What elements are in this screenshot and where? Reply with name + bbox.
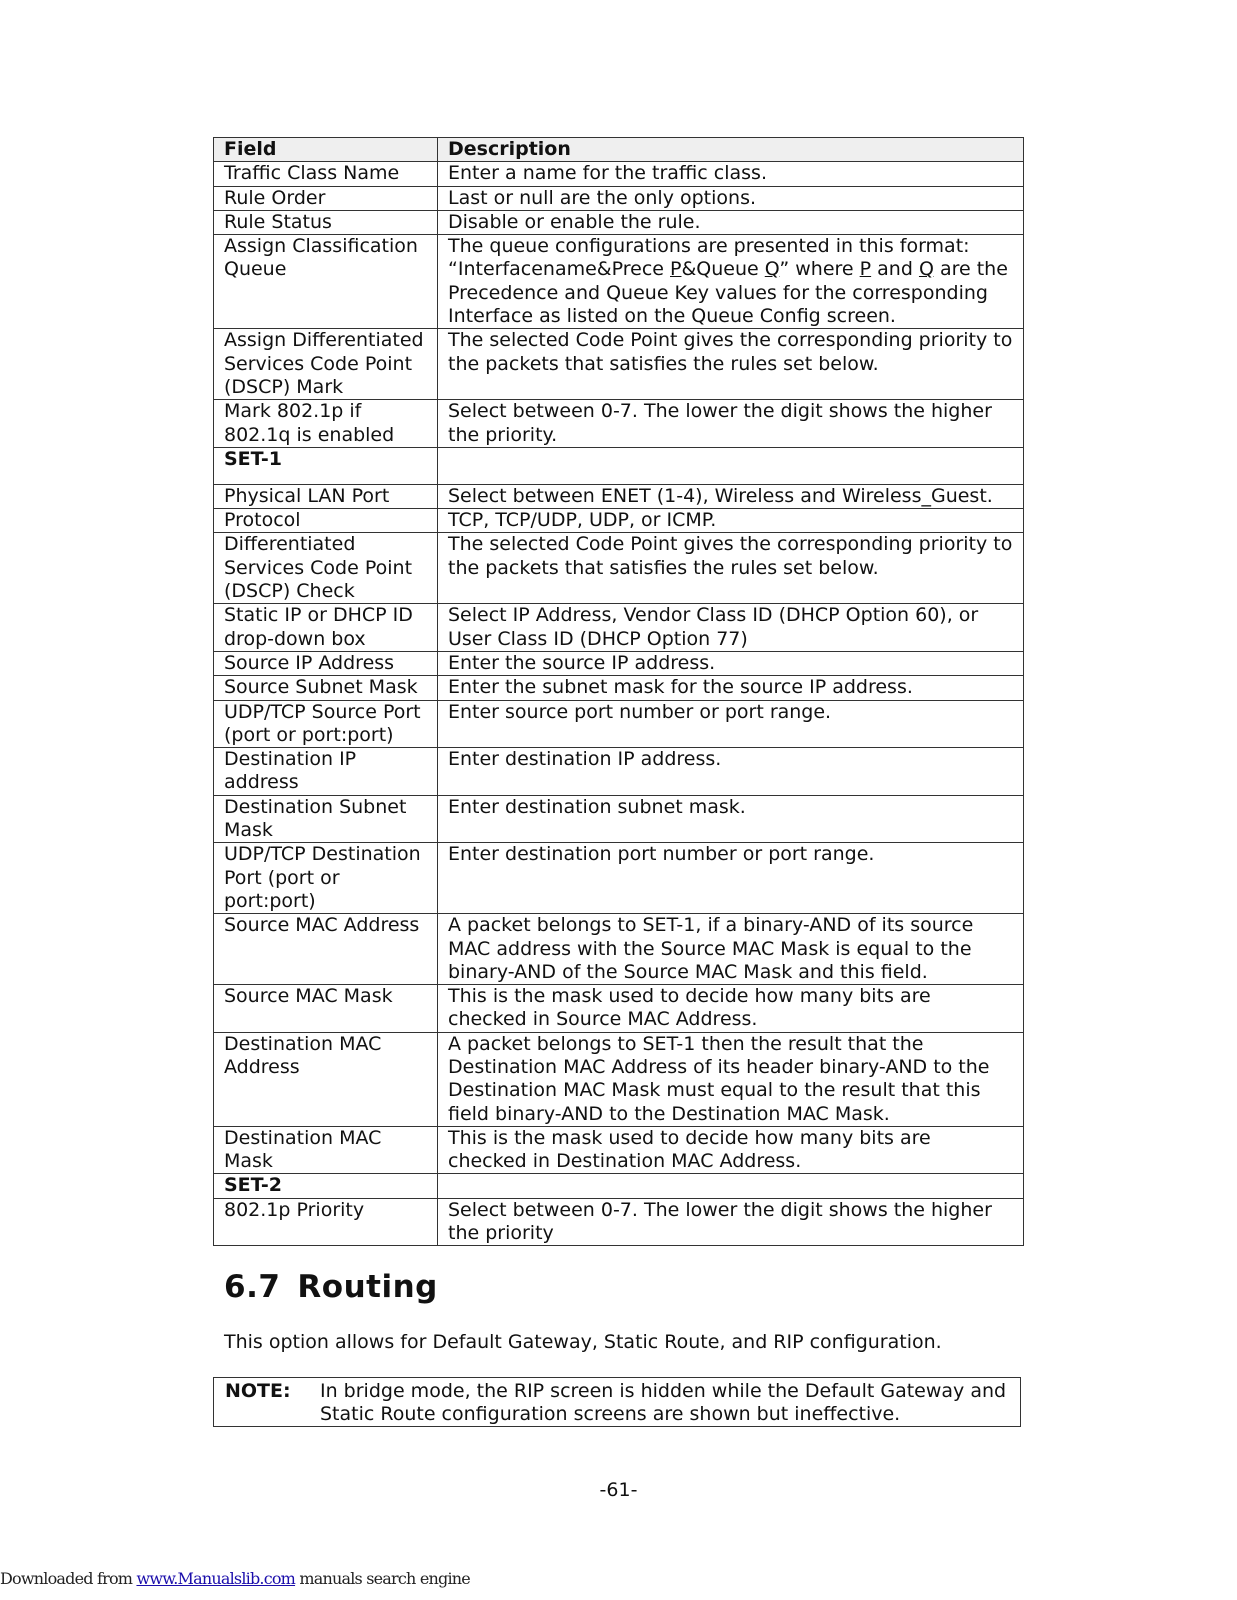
table-row bbox=[214, 509, 1024, 533]
table-row bbox=[214, 186, 1024, 210]
set-label: SET-1 bbox=[214, 447, 438, 484]
field-cell: Assign Classification Queue bbox=[214, 235, 438, 329]
field-cell: Rule Order bbox=[214, 186, 438, 210]
table-row bbox=[214, 1032, 1024, 1126]
desc-text: “Interfacename&Prece bbox=[448, 258, 670, 281]
table-row bbox=[214, 1126, 1024, 1174]
table-row bbox=[214, 400, 1024, 448]
description-cell: A packet belongs to SET-1 then the result that the Destination MAC Address of its header binary-AND to the Destination MAC Mask must equal to the result that this field binary-AND to the Destination MAC Mask. bbox=[438, 1032, 1024, 1126]
desc-text: Precedence and Queue Key values for the corresponding Interface as listed on the Queue Config screen. bbox=[448, 281, 988, 328]
table-row bbox=[214, 235, 1024, 329]
field-cell: UDP/TCP Source Port (port or port:port) bbox=[214, 700, 438, 748]
table-row bbox=[214, 748, 1024, 796]
table-row bbox=[214, 162, 1024, 186]
field-cell: Differentiated Services Code Point (DSCP) Check bbox=[214, 533, 438, 604]
note-box bbox=[213, 1377, 1021, 1427]
table-row bbox=[214, 210, 1024, 234]
field-cell: Assign Differentiated Services Code Point (DSCP) Mark bbox=[214, 329, 438, 400]
note-label: NOTE: bbox=[225, 1380, 291, 1402]
download-footer bbox=[0, 1569, 470, 1589]
description-cell bbox=[438, 235, 1024, 329]
field-cell: Source Subnet Mask bbox=[214, 676, 438, 700]
description-cell: Select between 0-7. The lower the digit shows the higher the priority bbox=[438, 1198, 1024, 1246]
empty-cell bbox=[438, 1174, 1024, 1198]
desc-text: are the bbox=[933, 258, 1008, 281]
table-row bbox=[214, 700, 1024, 748]
description-cell: This is the mask used to decide how many bits are checked in Source MAC Address. bbox=[438, 985, 1024, 1033]
underlined-p: P bbox=[859, 258, 872, 281]
underlined-q: Q bbox=[764, 258, 780, 281]
field-column-header: Field bbox=[214, 138, 438, 162]
field-cell: Source IP Address bbox=[214, 651, 438, 675]
table-row bbox=[214, 985, 1024, 1033]
description-cell: Enter a name for the traffic class. bbox=[438, 162, 1024, 186]
description-cell: A packet belongs to SET-1, if a binary-AND of its source MAC address with the Source MAC Mask is equal to the binary-AND of the Source MAC Mask and this field. bbox=[438, 914, 1024, 985]
footer-prefix: Downloaded from bbox=[0, 1569, 137, 1588]
table-row bbox=[214, 676, 1024, 700]
field-cell: Traffic Class Name bbox=[214, 162, 438, 186]
table-row bbox=[214, 484, 1024, 508]
description-cell: The selected Code Point gives the corresponding priority to the packets that satisfies the rules set below. bbox=[438, 329, 1024, 400]
table-row bbox=[214, 843, 1024, 914]
field-cell: Destination MAC Address bbox=[214, 1032, 438, 1126]
field-cell: Destination MAC Mask bbox=[214, 1126, 438, 1174]
empty-cell bbox=[438, 447, 1024, 484]
manualslib-link[interactable]: www.Manualslib.com bbox=[136, 1569, 296, 1588]
desc-line-1: The queue configurations are presented in this format: bbox=[448, 235, 970, 258]
description-cell: Select between ENET (1-4), Wireless and Wireless_Guest. bbox=[438, 484, 1024, 508]
description-cell: Enter destination port number or port range. bbox=[438, 843, 1024, 914]
description-cell: The selected Code Point gives the corresponding priority to the packets that satisfies the rules set below. bbox=[438, 533, 1024, 604]
footer-suffix: manuals search engine bbox=[295, 1569, 470, 1588]
field-cell: Protocol bbox=[214, 509, 438, 533]
set-1-row bbox=[214, 447, 1024, 484]
underlined-p: P bbox=[670, 258, 682, 281]
desc-text: and bbox=[871, 258, 919, 281]
table-row bbox=[214, 914, 1024, 985]
description-cell: Enter the source IP address. bbox=[438, 651, 1024, 675]
table-row bbox=[214, 604, 1024, 652]
field-cell: Physical LAN Port bbox=[214, 484, 438, 508]
field-cell: Static IP or DHCP ID drop-down box bbox=[214, 604, 438, 652]
intro-paragraph: This option allows for Default Gateway, Static Route, and RIP configuration. bbox=[224, 1331, 942, 1353]
note-text: In bridge mode, the RIP screen is hidden while the Default Gateway and Static Route configuration screens are shown but ineffective. bbox=[320, 1380, 1007, 1426]
field-cell: Rule Status bbox=[214, 210, 438, 234]
description-cell: Last or null are the only options. bbox=[438, 186, 1024, 210]
description-column-header: Description bbox=[438, 138, 1024, 162]
table-row bbox=[214, 795, 1024, 843]
section-number: 6.7 bbox=[224, 1269, 281, 1305]
field-description-table bbox=[213, 137, 1024, 1246]
description-cell: Enter destination subnet mask. bbox=[438, 795, 1024, 843]
field-cell: Destination IP address bbox=[214, 748, 438, 796]
description-cell: Enter the subnet mask for the source IP address. bbox=[438, 676, 1024, 700]
description-cell: Enter destination IP address. bbox=[438, 748, 1024, 796]
set-2-row bbox=[214, 1174, 1024, 1198]
description-cell: TCP, TCP/UDP, UDP, or ICMP. bbox=[438, 509, 1024, 533]
set-label: SET-2 bbox=[214, 1174, 438, 1198]
page-number: -61- bbox=[599, 1479, 638, 1501]
field-cell: 802.1p Priority bbox=[214, 1198, 438, 1246]
description-cell: Select between 0-7. The lower the digit shows the higher the priority. bbox=[438, 400, 1024, 448]
description-cell: Enter source port number or port range. bbox=[438, 700, 1024, 748]
section-heading bbox=[224, 1268, 438, 1306]
table-header-row bbox=[214, 138, 1024, 162]
table-row bbox=[214, 651, 1024, 675]
field-cell: UDP/TCP Destination Port (port or port:port) bbox=[214, 843, 438, 914]
field-cell: Mark 802.1p if 802.1q is enabled bbox=[214, 400, 438, 448]
section-title: Routing bbox=[297, 1269, 438, 1305]
field-cell: Destination Subnet Mask bbox=[214, 795, 438, 843]
table-row bbox=[214, 1198, 1024, 1246]
underlined-q: Q bbox=[918, 258, 934, 281]
desc-text: &Queue bbox=[681, 258, 765, 281]
desc-text: ” where bbox=[779, 258, 860, 281]
field-cell: Source MAC Mask bbox=[214, 985, 438, 1033]
field-cell: Source MAC Address bbox=[214, 914, 438, 985]
table-row bbox=[214, 329, 1024, 400]
table-row bbox=[214, 533, 1024, 604]
description-cell: Disable or enable the rule. bbox=[438, 210, 1024, 234]
description-cell: Select IP Address, Vendor Class ID (DHCP Option 60), or User Class ID (DHCP Option 77) bbox=[438, 604, 1024, 652]
description-cell: This is the mask used to decide how many bits are checked in Destination MAC Address. bbox=[438, 1126, 1024, 1174]
